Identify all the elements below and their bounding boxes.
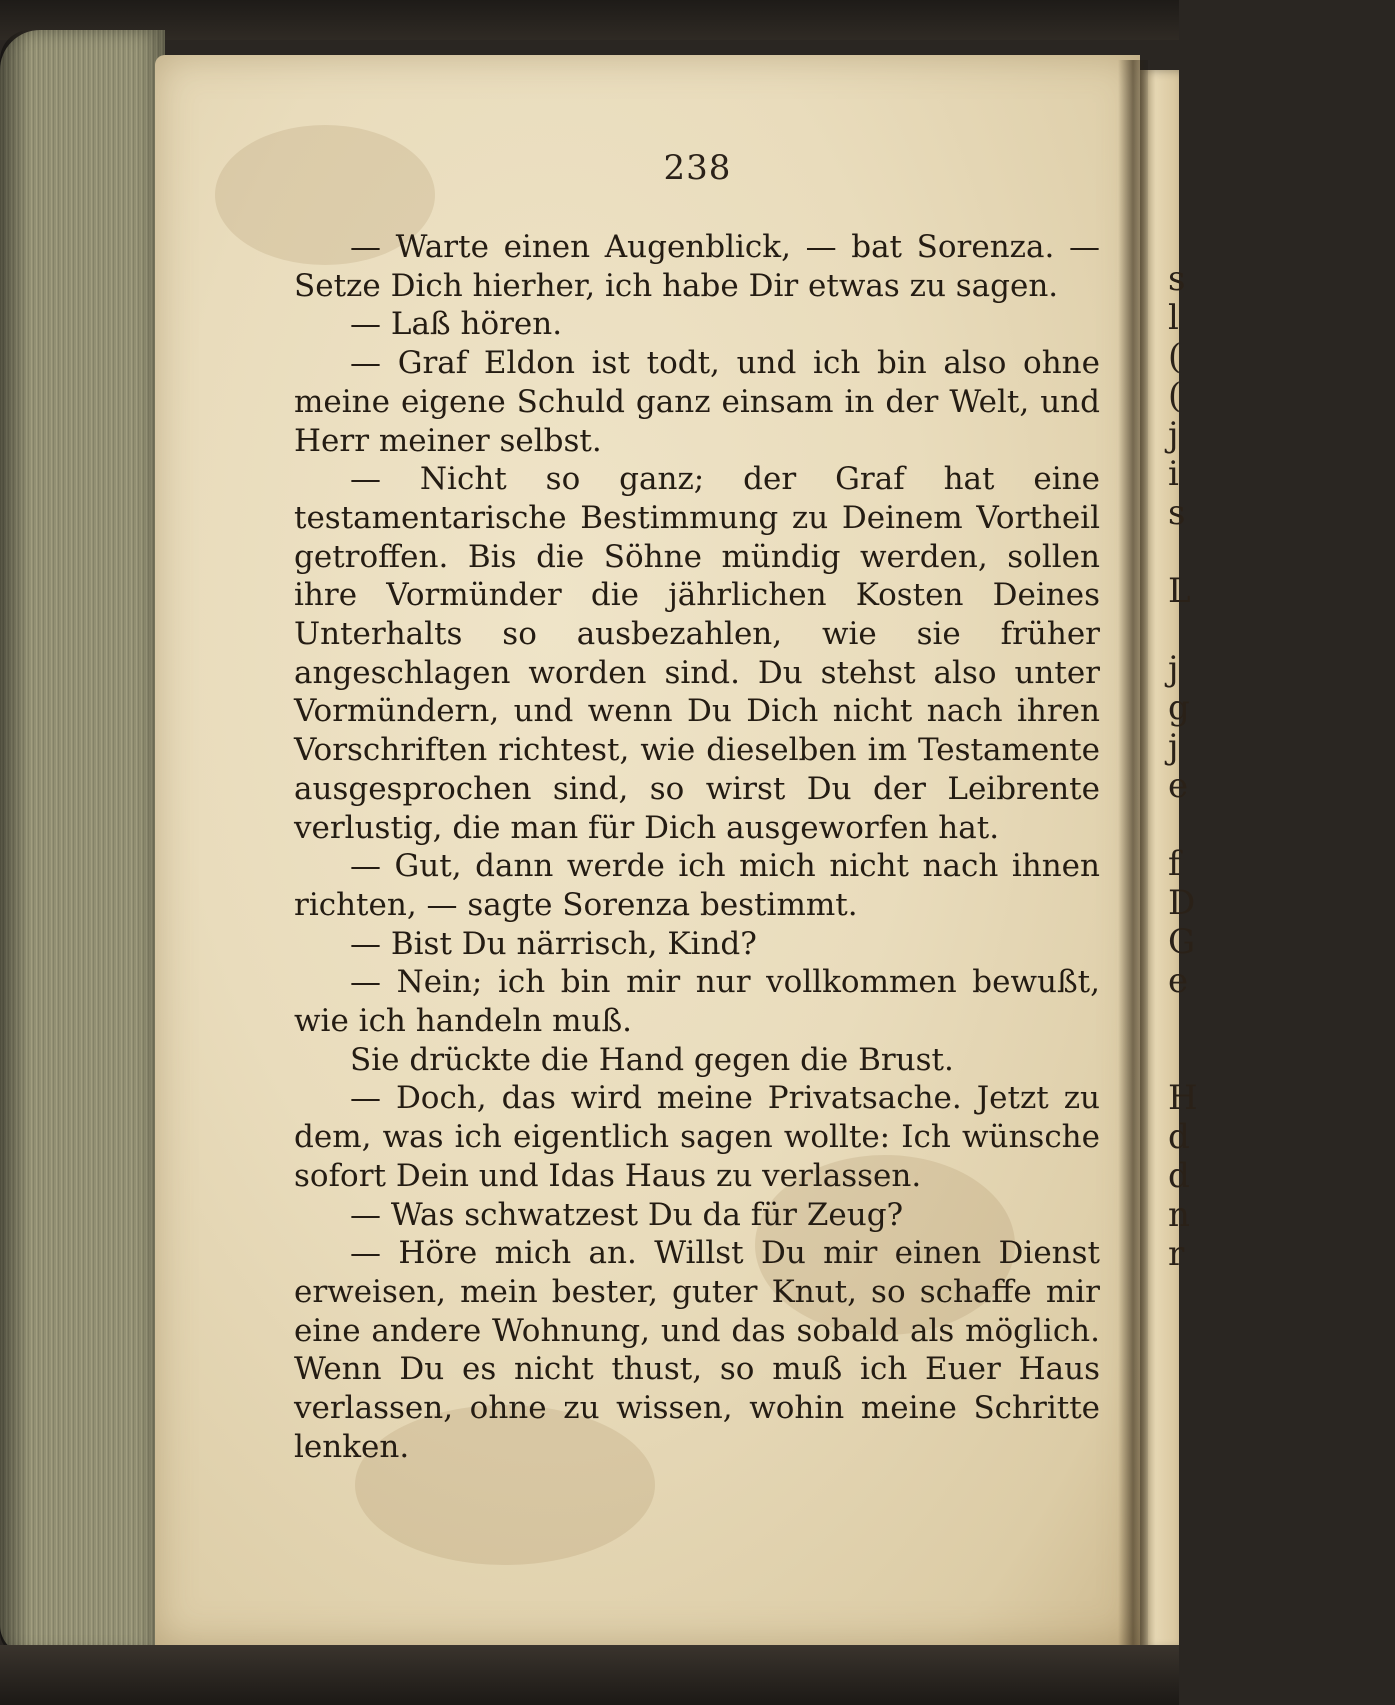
paragraph: — Höre mich an. Willst Du mir einen Dienst erweisen, mein bester, guter Knut, so schaffe mir eine andere Wohnung, und das sobald als möglich. Wenn Du es nicht thust, so muß ich Euer Haus verlassen, ohne zu wissen, wohin meine Schritte lenken. — [294, 1235, 1100, 1465]
paragraph: — Doch, das wird meine Privatsache. Jetzt zu dem, was ich eigentlich sagen wollte: Ich wünsche sofort Dein und Idas Haus zu verlassen. — [294, 1080, 1100, 1194]
facing-page-fragment: e — [1168, 766, 1189, 806]
facing-page-fragment: L — [1168, 571, 1191, 611]
facing-page-fragment: ( — [1168, 376, 1182, 416]
facing-page-fragment: j — [1168, 649, 1179, 689]
paragraph: — Was schwatzest Du da für Zeug? — [350, 1196, 904, 1233]
page-number: 238 — [663, 148, 732, 188]
background-bottom — [0, 1645, 1179, 1705]
paragraph: — Gut, dann werde ich mich nicht nach ihnen richten, — sagte Sorenza bestimmt. — [294, 848, 1100, 923]
facing-page-fragment: D — [1168, 883, 1196, 923]
facing-page-fragment: s — [1168, 259, 1186, 299]
facing-page-fragment: H — [1168, 1078, 1198, 1118]
facing-page-fragment — [1168, 806, 1179, 845]
facing-page-fragment — [1168, 533, 1179, 572]
facing-page-fragment — [1168, 1001, 1179, 1040]
facing-page-fragment: n — [1168, 1195, 1190, 1235]
facing-page-text — [1168, 259, 1198, 1274]
page-text — [294, 228, 1100, 1467]
facing-page-fragment: l — [1168, 298, 1179, 338]
facing-page-fragment: j — [1168, 727, 1179, 767]
paragraph: — Laß hören. — [350, 306, 563, 343]
facing-page-fragment: e — [1168, 961, 1189, 1001]
facing-page-fragment: g — [1168, 688, 1190, 728]
facing-page-fragment: d — [1168, 1156, 1190, 1196]
facing-page-fragment: i — [1168, 454, 1179, 494]
page-gutter-shadow — [1118, 60, 1148, 1650]
facing-page-fragment — [1168, 1040, 1179, 1079]
paragraph: — Nicht so ganz; der Graf hat eine testamentarische Bestimmung zu Deinem Vortheil getroffen. Bis die Söhne mündig werden, sollen ihre Vormünder die jährlichen Kosten Deines Unterhalts so ausbezahlen, wie sie früher angeschlagen worden sind. Du stehst also unter Vormündern, und wenn Du Dich nicht nach ihren Vorschriften richtest, wie dieselben im Testamente ausgesprochen sind, so wirst Du der Leibrente verlustig, die man für Dich ausgeworfen hat. — [294, 461, 1100, 846]
paragraph: — Nein; ich bin mir nur vollkommen bewußt, wie ich handeln muß. — [294, 964, 1100, 1040]
facing-page-fragment: G — [1168, 922, 1196, 962]
facing-page-fragment: r — [1168, 1234, 1185, 1274]
facing-page-fragment: f — [1168, 844, 1181, 884]
page-stack-edge — [0, 30, 165, 1655]
paragraph: Sie drückte die Hand gegen die Brust. — [350, 1041, 954, 1078]
paragraph: — Graf Eldon ist todt, und ich bin also ohne meine eigene Schuld ganz einsam in der Welt, und Herr meiner selbst. — [294, 345, 1100, 459]
facing-page-fragment: s — [1168, 493, 1186, 533]
paragraph: — Bist Du närrisch, Kind? — [350, 925, 757, 962]
facing-page-fragment — [1168, 611, 1179, 650]
paragraph: — Warte einen Augenblick, — bat Sorenza. — Setze Dich hierher, ich habe Dir etwas zu sagen. — [294, 229, 1100, 304]
facing-page-fragment: d — [1168, 1117, 1190, 1157]
background-top — [0, 0, 1179, 40]
facing-page-fragment: ( — [1168, 337, 1182, 377]
facing-page-fragment: j — [1168, 415, 1179, 455]
